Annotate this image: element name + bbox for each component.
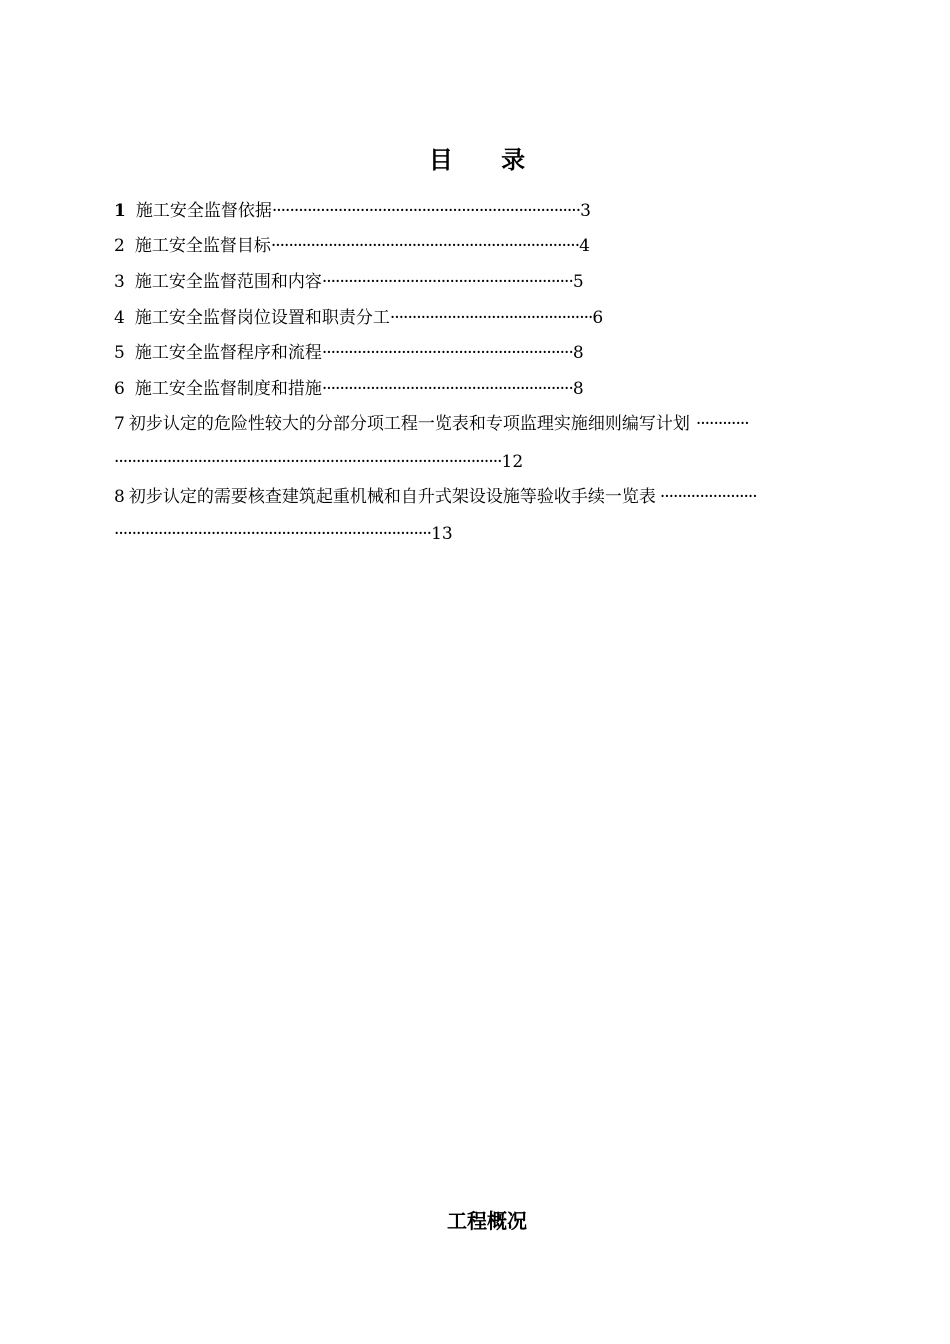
toc-leader-dots: ············ [695,414,749,434]
toc-entry-number: 1 [114,201,126,221]
toc-entry[interactable] [114,305,603,331]
toc-leader-dots: ························································· [321,272,573,292]
toc-entry-number: 8 [114,487,125,507]
toc-entry-page: 12 [501,452,524,472]
toc-leader-dots: ·············································· [389,308,593,328]
toc-entry-continuation[interactable] [114,449,523,475]
toc-entry-page: 5 [572,272,584,292]
toc-entry-number: 7 [114,414,125,434]
toc-entry-page: 8 [572,379,584,399]
toc-entry-text: 初步认定的危险性较大的分部分项工程一览表和专项监理实施细则编写计划 [128,414,690,434]
toc-entry-page: 13 [431,524,453,544]
toc-entry[interactable] [114,269,584,295]
toc-entry-page: 6 [592,308,604,328]
toc-leader-dots: ······················ [659,487,757,507]
toc-leader-dots: ······································································ [270,236,580,256]
toc-entry-text: 施工安全监督目标 [134,236,271,256]
toc-entry-number: 4 [114,308,125,328]
toc-entry-text: 施工安全监督岗位设置和职责分工 [134,308,390,328]
toc-entry-number: 2 [114,236,125,256]
toc-entry-page: 4 [579,236,590,256]
toc-entry-number: 6 [114,379,125,399]
toc-entry-continuation[interactable] [114,521,453,547]
toc-leader-dots: ························································································ [114,452,502,472]
toc-entry-text: 施工安全监督程序和流程 [134,343,322,363]
toc-entry-page: 8 [572,343,584,363]
toc-entry[interactable] [114,484,757,510]
toc-entry[interactable] [114,340,584,366]
toc-leader-dots: ························································· [321,343,573,363]
toc-leader-dots: ························································· [321,379,573,399]
toc-entry[interactable] [114,411,749,437]
toc-entry-page: 3 [580,201,591,221]
toc-entry-text: 施工安全监督范围和内容 [134,272,322,292]
toc-entry-number: 3 [114,272,125,292]
toc-entry[interactable] [114,198,591,224]
toc-leader-dots: ········································································ [114,524,432,544]
toc-entry[interactable] [114,233,590,259]
toc-entry-text: 施工安全监督制度和措施 [134,379,322,399]
toc-entry[interactable] [114,376,584,402]
toc-entry-text: 初步认定的需要核查建筑起重机械和自升式架设设施等验收手续一览表 [128,487,656,507]
toc-title: 目 录 [428,146,546,174]
section-heading: 工程概况 [447,1209,527,1233]
toc-entry-text: 施工安全监督依据 [135,201,272,221]
toc-leader-dots: ······································································ [271,201,581,221]
toc-entry-number: 5 [114,343,125,363]
